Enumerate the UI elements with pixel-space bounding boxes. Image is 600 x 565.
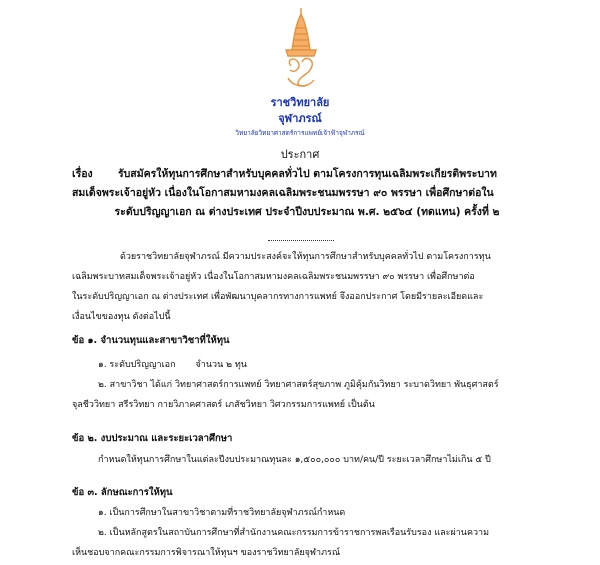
announcement-heading: ประกาศ xyxy=(280,148,320,161)
section-1-item-1-label: ๑. ระดับปริญญาเอก xyxy=(98,360,176,370)
section-1-item-1-value: จำนวน ๒ ทุน xyxy=(195,360,247,370)
intro-line-1: ด้วยราชวิทยาลัยจุฬาภรณ์ มีความประสงค์จะให้ทุนการศึกษาสำหรับบุคคลทั่วไป ตามโครงการทุน xyxy=(120,252,491,262)
section-3-item-1: ๑. เป็นการศึกษาในสาขาวิชาตามที่ราชวิทยาลัยจุฬาภรณ์กำหนด xyxy=(98,508,346,518)
subject-line-1: รับสมัครให้ทุนการศึกษาสำหรับบุคคลทั่วไป ตามโครงการทุนเฉลิมพระเกียรติพระบาท xyxy=(118,168,497,180)
section-1-item-2-line-2: จุลชีววิทยา สรีรวิทยา กายวิภาคศาสตร์ เภสัชวิทยา วิศวกรรมการแพทย์ เป็นต้น xyxy=(72,400,375,410)
intro-line-2: เฉลิมพระบาทสมเด็จพระเจ้าอยู่หัว เนื่องในโอกาสมหามงคลเฉลิมพระชนมพรรษา ๙๐ พรรษา เพื่อศึกษาต่อ xyxy=(72,272,475,282)
institution-name: ราชวิทยาลัย xyxy=(270,96,330,109)
subject-label: เรื่อง xyxy=(72,168,93,180)
section-2-title: ข้อ ๒. งบประมาณ และระยะเวลาศึกษา xyxy=(72,433,233,444)
section-3-title: ข้อ ๓. ลักษณะการให้ทุน xyxy=(72,487,173,498)
section-1-title: ข้อ ๑. จำนวนทุนและสาขาวิชาที่ให้ทุน xyxy=(72,335,230,346)
institution-subtitle: วิทยาลัยวิทยาศาสตร์การแพทย์เจ้าฟ้าจุฬาภรณ์ xyxy=(235,129,365,137)
intro-paragraph xyxy=(72,247,558,327)
section-1-item-2-line-1: ๒. สาขาวิชา ได้แก่ วิทยาศาสตร์การแพทย์ วิทยาศาสตร์สุขภาพ ภูมิคุ้มกันวิทยา ระบาดวิทยา พันธุศาสตร์ xyxy=(98,380,499,390)
section-3-item-2-line-2: เห็นชอบจากคณะกรรมการพิจารณาให้ทุนฯ ของราชวิทยาลัยจุฬาภรณ์ xyxy=(72,548,341,558)
section-3-item-2-line-1: ๒. เป็นหลักสูตรในสถาบันการศึกษาที่สำนักงานคณะกรรมการข้าราชการพลเรือนรับรอง และผ่านความ xyxy=(98,528,490,538)
intro-line-4: เงื่อนไขของทุน ดังต่อไปนี้ xyxy=(72,312,171,322)
divider xyxy=(268,240,334,241)
section-2-text: กำหนดให้ทุนการศึกษาในแต่ละปีงบประมาณทุนละ ๑,๕๐๐,๐๐๐ บาท/คน/ปี ระยะเวลาศึกษาไม่เกิน ๕ ปี xyxy=(98,455,491,465)
institution-name-2: จุฬาภรณ์ xyxy=(278,112,322,125)
section-1-item-1 xyxy=(98,357,247,371)
subject-block xyxy=(72,165,542,222)
intro-line-3: ในระดับปริญญาเอก ณ ต่างประเทศ เพื่อพัฒนาบุคลากรทางการแพทย์ จึงออกประกาศ โดยมีรายละเอียดและ xyxy=(72,292,484,302)
subject-line-2: สมเด็จพระเจ้าอยู่หัว เนื่องในโอกาสมหามงคลเฉลิมพระชนมพรรษา ๙๐ พรรษา เพื่อศึกษาต่อใน xyxy=(72,187,494,199)
subject-line-3: ระดับปริญญาเอก ณ ต่างประเทศ ประจำปีงบประมาณ พ.ศ. ๒๕๖๔ (ทดแทน) ครั้งที่ ๒ xyxy=(114,206,500,218)
crest-logo xyxy=(276,6,326,92)
